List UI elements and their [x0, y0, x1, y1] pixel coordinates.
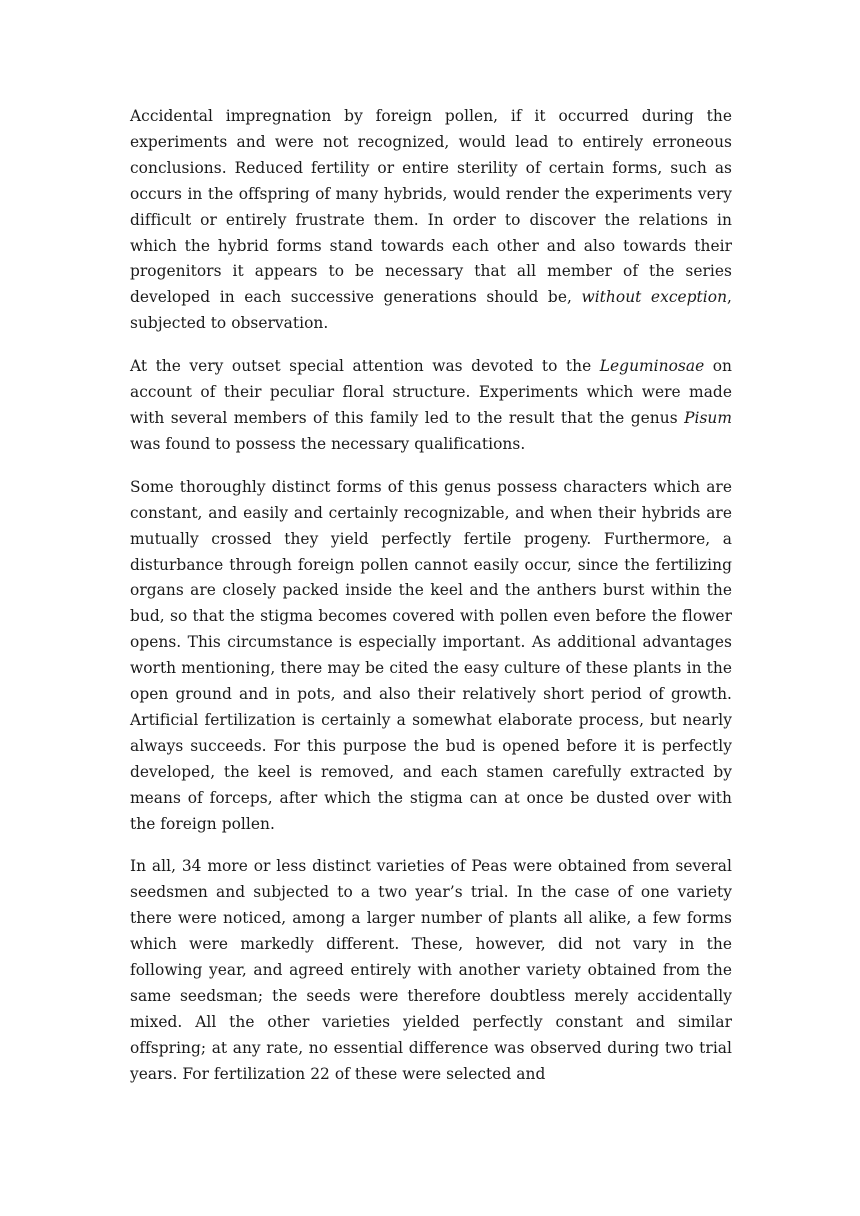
paragraph-text: At the very outset special attention was devoted to the: [130, 357, 600, 376]
paragraph-text: , subjected to observation.: [130, 288, 732, 333]
italic-term-leguminosae: Leguminosae: [599, 357, 705, 376]
paragraph-pea-varieties: In all, 34 more or less distinct varieties of Peas were obtained from several seedsmen and subjected to a two year’s trial. In the case of one variety there were noticed, among a larger number of plants all alike, a few forms which were markedly different. These, however, did not vary in the following year, and agreed entirely with another variety obtained from the same seedsman; the seeds were therefore doubtless merely accidentally mixed. All the other varieties yielded perfectly constant and similar offspring; at any rate, no essential difference was observed during two trial years. For fertilization 22 of these were selected and: [130, 857, 732, 1083]
paragraph-text: on account of their peculiar floral structure. Experiments which were made with several members of this family led to the result that the genus: [130, 357, 732, 427]
paragraph-text: was found to possess the necessary qualifications.: [130, 434, 526, 453]
italic-term-pisum: Pisum: [684, 408, 732, 427]
italic-phrase: without exception: [581, 288, 728, 307]
paragraph-accidental-impregnation: [130, 104, 732, 337]
paragraph-distinct-forms: Some thoroughly distinct forms of this genus possess characters which are constant, and easily and certainly recognizable, and when their hybrids are mutually crossed they yield perfectly fertile progeny. Furthermore, a disturbance through foreign pollen cannot easily occur, since the fertilizing organs are closely packed inside the keel and the anthers burst within the bud, so that the stigma becomes covered with pollen even before the flower opens. This circumstance is especially important. As additional advantages worth mentioning, there may be cited the easy culture of these plants in the open ground and in pots, and also their relatively short period of growth. Artificial fertilization is certainly a somewhat elaborate process, but nearly always succeeds. For this purpose the bud is opened before it is perfectly developed, the keel is removed, and each stamen carefully extracted by means of forceps, after which the stigma can at once be dusted over with the foreign pollen.: [130, 477, 732, 833]
paragraph-text: Accidental impregnation by foreign pollen, if it occurred during the experiments and were not recognized, would lead to entirely erroneous conclusions. Reduced fertility or entire sterility of certain forms, such as occurs in the offspring of many hybrids, would render the experiments very difficult or entirely frustrate them. In order to discover the relations in which the hybrid forms stand towards each other and also towards their progenitors it appears to be necessary that all member of the series developed in each successive generations should be,: [130, 107, 732, 307]
paragraph-leguminosae: [130, 354, 732, 458]
document-page: [130, 104, 732, 1105]
